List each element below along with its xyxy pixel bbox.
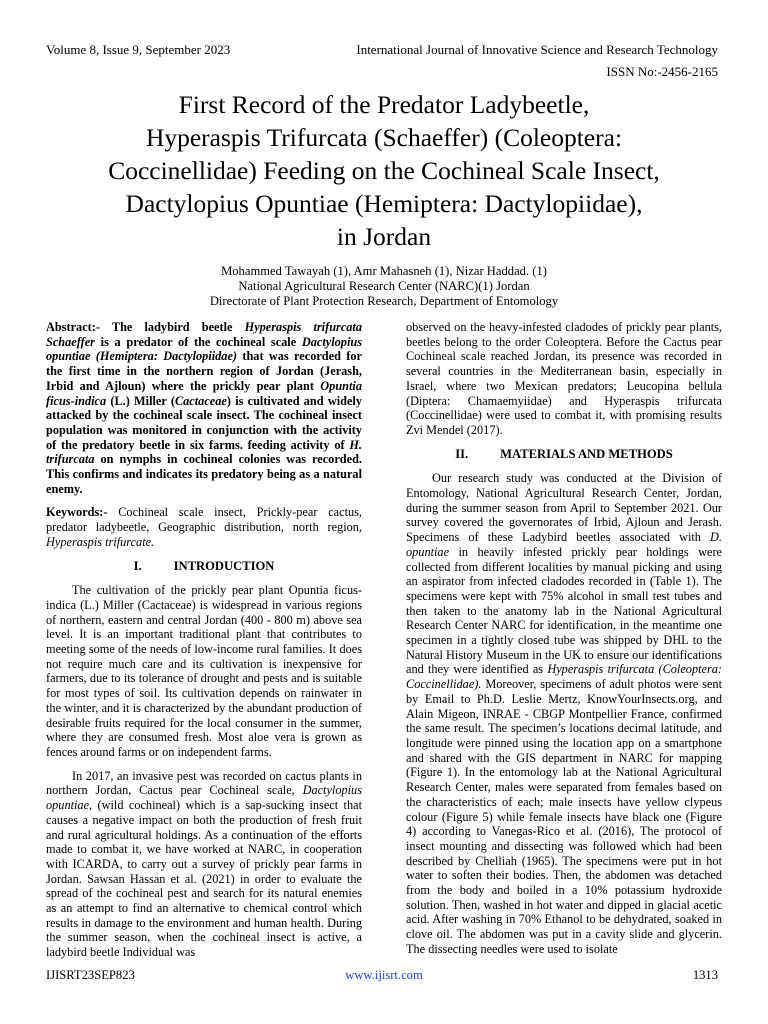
- footer-page-number: 1313: [692, 968, 718, 982]
- author-block: [40, 264, 728, 309]
- footer-url-link[interactable]: www.ijisrt.com: [345, 968, 423, 982]
- section-heading-materials-methods: II. MATERIALS AND METHODS: [455, 446, 673, 461]
- title-line: Dactylopius Opuntiae (Hemiptera: Dactylopiidae),: [125, 189, 643, 218]
- paragraph: Our research study was conducted at the Division of Entomology, National Agricultural Research Center, Jordan, during the summer season from April to September 2021. Our survey covered the governorates of Irbid, Ajloun and Jerash. Specimens of these Ladybird beetles associated with D. opuntiae in heavily infested prickly pear holdings were collected from different localities by manual picking and using an aspirator from infected cladodes recorded in (Table 1). The specimens were kept with 75% alcohol in small test tubes and then taken to the anatomy lab in the National Agricultural Research Center NARC for identification, in the meantime one specimen in a tightly closed tube was shipped by DHL to the Natural History Museum in the UK to ensure our identifications and they were identified as Hyperaspis trifurcata (Coleoptera: Coccinellidae). Moreover, specimens of adult photos were sent by Email to Ph.D. Leslie Mertz, KnowYourInsects.org, and Alain Migeon, INRAE - CBGP Montpellier France, confirmed the same result. The specimen’s locations decimal latitude, and longitude were pinned using the location app on a smartphone and shared with the GIS department in NARC for mapping (Figure 1). In the entomology lab at the National Agricultural Research Center, males were separated from females based on the characteristics of each; male insects have yellow clypeus colour (Figure 5) while female insects have black one (Figure 4) according to Vanegas-Rico et al. (2016), The protocol of insect mounting and dissecting was followed which had been described by Chelliah (1965). The specimens were put in hot water to soften their bodies. Then, the abdomen was detached from the body and boiled in a 10% potassium hydroxide solution. Then, washed in hot water and dipped in glacial acetic acid. After washing in 70% Ethanol to be dehydrated, soaked in clove oil. The abdomen was put in a cavity slide and glycerin. The dissecting needles were used to isolate: [406, 471, 722, 956]
- author-names: Mohammed Tawayah (1), Amr Mahasneh (1), Nizar Haddad. (1): [221, 264, 547, 278]
- keywords: Keywords:- Cochineal scale insect, Prickly-pear cactus, predator ladybeetle, Geographic distribution, north region, Hyperaspis trifurcate.: [46, 505, 363, 549]
- section-heading-introduction: I. INTRODUCTION: [133, 558, 275, 573]
- abstract: Abstract:- The ladybird beetle Hyperaspis trifurcata Schaeffer is a predator of the cochineal scale Dactylopius opuntiae (Hemiptera: Dactylopiidae) that was recorded for the first time in the northern region of Jordan (Jerash, Irbid and Ajloun) where the prickly pear plant Opuntia ficus-indica (L.) Miller (Cactaceae) is cultivated and widely attacked by the cochineal scale insect. The cochineal insect population was monitored in conjunction with the activity of the predatory beetle in six farms. feeding activity of H. trifurcata on nymphs in cochineal colonies was recorded. This confirms and indicates its predatory being as a natural enemy.: [46, 320, 362, 496]
- paragraph: In 2017, an invasive pest was recorded on cactus plants in northern Jordan, Cactus pear Cochineal scale, Dactylopius opuntiae, (wild cochineal) which is a sap-sucking insect that causes a negative impact on both the production of fresh fruit and rural agricultural holdings. As a continuation of the efforts made to combat it, we have worked at NARC, in cooperation with ICARDA, to carry out a survey of prickly pear farms in Jordan. Sawsan Hassan et al. (2021) in order to evaluate the spread of the cochineal pest and search for its natural enemies as an attempt to find an alternative to chemical control which results in damage to the environment and human health. During the summer season, when the cochineal insect is active, a ladybird beetle Individual was: [46, 768, 362, 960]
- title-line: Hyperaspis Trifurcata (Schaeffer) (Coleoptera:: [145, 123, 623, 152]
- footer-paper-id: IJISRT23SEP823: [46, 968, 135, 982]
- running-header-journal: International Journal of Innovative Science and Research Technology: [356, 42, 718, 57]
- affiliation: Directorate of Plant Protection Research, Department of Entomology: [209, 294, 559, 308]
- paragraph: observed on the heavy-infested cladodes of prickly pear plants, beetles belong to the order Coleoptera. Before the Cactus pear Cochineal scale reached Jordan, its presence was recorded in several countries in the Mediterranean basin, especially in Israel, where two Mexican predators; Leucopina bellula (Diptera: Chamaemyiidae) and Hyperaspis trifurcata (Coccinellidae) were used to combat it, with promising results Zvi Mendel (2017).: [406, 320, 722, 437]
- title-line: in Jordan: [336, 222, 432, 251]
- title-line: First Record of the Predator Ladybeetle,: [178, 90, 590, 119]
- paper-title: [40, 88, 728, 253]
- left-column: [46, 320, 362, 969]
- title-line: Coccinellidae) Feeding on the Cochineal Scale Insect,: [108, 156, 660, 185]
- affiliation: National Agricultural Research Center (NARC)(1) Jordan: [238, 279, 530, 293]
- running-header-issn: ISSN No:-2456-2165: [606, 64, 718, 79]
- running-header-volume: Volume 8, Issue 9, September 2023: [46, 42, 231, 57]
- paragraph: The cultivation of the prickly pear plant Opuntia ficus-indica (L.) Miller (Cactaceae) is widespread in various regions of northern, eastern and central Jordan (400 - 800 m) above sea level. It is an important traditional plant that contributes to meeting some of the needs of low-income rural families. It does not require much care and its cultivation is inexpensive for farmers, due to its tolerance of drought and pests and is suitable for most types of soil. Its cultivation depends on rainwater in the winter, and it is characterized by the abundant production of desirable fruits required for the local consumer in the summer, where they are consumed fresh. Most aloe vera is grown as fences around farms or on independent farms.: [46, 583, 362, 759]
- right-column: [406, 320, 722, 966]
